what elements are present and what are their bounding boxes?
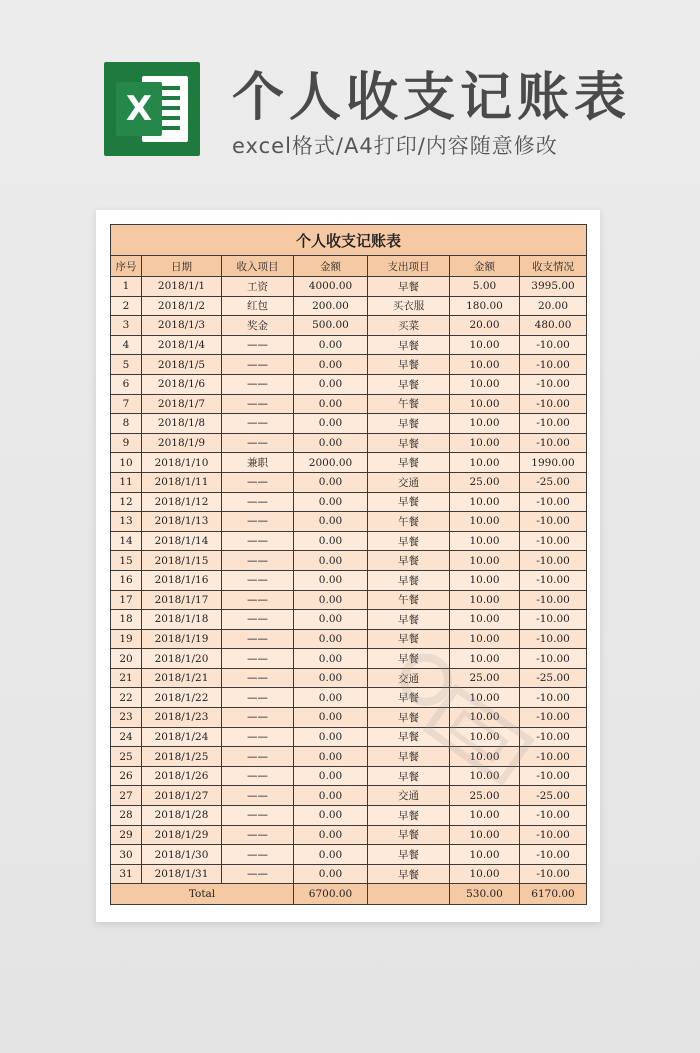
total-income: 6700.00 [294,884,368,905]
expense-item-cell: 早餐 [368,433,450,453]
income-item-cell: 工资 [222,277,294,297]
row-date-cell: 2018/1/4 [142,335,222,355]
expense-amount-cell: 10.00 [450,433,520,453]
row-index-cell: 12 [111,492,142,512]
expense-amount-cell: 25.00 [450,668,520,688]
row-date-cell: 2018/1/31 [142,864,222,884]
table-row [111,394,587,414]
income-item-cell: —— [222,610,294,630]
row-date-cell: 2018/1/9 [142,433,222,453]
expense-item-cell: 午餐 [368,512,450,532]
expense-amount-cell: 10.00 [450,688,520,708]
expense-item-cell: 早餐 [368,355,450,375]
row-index-cell: 8 [111,414,142,434]
income-amount-cell: 0.00 [294,766,368,786]
income-amount-cell: 0.00 [294,649,368,669]
expense-amount-cell: 10.00 [450,531,520,551]
spreadsheet-preview [96,210,600,922]
row-date-cell: 2018/1/30 [142,845,222,865]
expense-item-cell: 早餐 [368,727,450,747]
row-index-cell: 5 [111,355,142,375]
balance-amount-cell: -10.00 [520,708,587,728]
table-row [111,551,587,571]
income-item-cell: —— [222,414,294,434]
expense-item-cell: 早餐 [368,551,450,571]
balance-amount-cell: -10.00 [520,649,587,669]
income-amount-cell: 0.00 [294,570,368,590]
expense-item-cell: 早餐 [368,708,450,728]
row-index-cell: 1 [111,277,142,297]
table-row [111,688,587,708]
balance-amount-cell: -10.00 [520,531,587,551]
row-date-cell: 2018/1/2 [142,296,222,316]
row-index-cell: 21 [111,668,142,688]
row-date-cell: 2018/1/15 [142,551,222,571]
balance-amount-cell: -10.00 [520,864,587,884]
income-item-cell: —— [222,727,294,747]
income-item-cell: 红包 [222,296,294,316]
expense-amount-cell: 10.00 [450,825,520,845]
income-item-cell: 兼职 [222,453,294,473]
row-date-cell: 2018/1/1 [142,277,222,297]
row-date-cell: 2018/1/26 [142,766,222,786]
row-index-cell: 29 [111,825,142,845]
table-row [111,864,587,884]
table-row [111,786,587,806]
income-item-cell: —— [222,512,294,532]
row-index-cell: 4 [111,335,142,355]
table-row [111,806,587,826]
expense-item-cell: 早餐 [368,335,450,355]
expense-amount-cell: 25.00 [450,786,520,806]
row-index-cell: 31 [111,864,142,884]
table-row [111,825,587,845]
income-amount-cell: 0.00 [294,355,368,375]
income-item-cell: —— [222,355,294,375]
column-header: 金额 [450,256,520,277]
balance-amount-cell: -10.00 [520,374,587,394]
row-date-cell: 2018/1/22 [142,688,222,708]
row-date-cell: 2018/1/14 [142,531,222,551]
table-row [111,316,587,336]
income-item-cell: —— [222,335,294,355]
income-item-cell: —— [222,786,294,806]
total-row [111,884,587,905]
row-date-cell: 2018/1/21 [142,668,222,688]
table-row [111,414,587,434]
page-subtitle: excel格式/A4打印/内容随意修改 [232,134,558,158]
income-amount-cell: 0.00 [294,433,368,453]
income-item-cell: —— [222,394,294,414]
row-date-cell: 2018/1/25 [142,747,222,767]
income-amount-cell: 500.00 [294,316,368,336]
total-balance: 6170.00 [520,884,587,905]
expense-amount-cell: 10.00 [450,766,520,786]
balance-amount-cell: -10.00 [520,355,587,375]
expense-item-cell: 早餐 [368,688,450,708]
row-index-cell: 20 [111,649,142,669]
income-item-cell: —— [222,806,294,826]
balance-amount-cell: -10.00 [520,335,587,355]
expense-amount-cell: 10.00 [450,374,520,394]
column-header: 收入项目 [222,256,294,277]
income-item-cell: —— [222,649,294,669]
expense-amount-cell: 10.00 [450,806,520,826]
expense-amount-cell: 10.00 [450,492,520,512]
income-amount-cell: 0.00 [294,786,368,806]
balance-amount-cell: 20.00 [520,296,587,316]
balance-amount-cell: -10.00 [520,610,587,630]
row-date-cell: 2018/1/24 [142,727,222,747]
balance-amount-cell: -10.00 [520,394,587,414]
income-amount-cell: 0.00 [294,335,368,355]
logo-x-letter: X [116,82,162,136]
table-row [111,590,587,610]
expense-item-cell: 早餐 [368,414,450,434]
expense-amount-cell: 10.00 [450,335,520,355]
row-index-cell: 28 [111,806,142,826]
expense-item-cell: 交通 [368,786,450,806]
row-index-cell: 18 [111,610,142,630]
table-row [111,727,587,747]
ledger-title: 个人收支记账表 [111,225,587,256]
expense-amount-cell: 180.00 [450,296,520,316]
row-index-cell: 11 [111,472,142,492]
table-row [111,472,587,492]
balance-amount-cell: -10.00 [520,747,587,767]
income-item-cell: —— [222,688,294,708]
income-item-cell: —— [222,531,294,551]
expense-amount-cell: 10.00 [450,512,520,532]
column-header: 支出项目 [368,256,450,277]
expense-item-cell: 早餐 [368,806,450,826]
income-amount-cell: 0.00 [294,747,368,767]
column-header: 序号 [111,256,142,277]
expense-amount-cell: 10.00 [450,394,520,414]
row-index-cell: 13 [111,512,142,532]
income-item-cell: —— [222,708,294,728]
expense-item-cell: 午餐 [368,394,450,414]
income-amount-cell: 0.00 [294,531,368,551]
balance-amount-cell: -10.00 [520,845,587,865]
income-amount-cell: 4000.00 [294,277,368,297]
income-amount-cell: 0.00 [294,845,368,865]
income-amount-cell: 0.00 [294,727,368,747]
income-item-cell: —— [222,551,294,571]
expense-item-cell: 早餐 [368,766,450,786]
income-amount-cell: 0.00 [294,414,368,434]
balance-amount-cell: -10.00 [520,727,587,747]
row-date-cell: 2018/1/5 [142,355,222,375]
row-date-cell: 2018/1/11 [142,472,222,492]
row-date-cell: 2018/1/3 [142,316,222,336]
income-amount-cell: 0.00 [294,629,368,649]
income-amount-cell: 0.00 [294,590,368,610]
balance-amount-cell: -10.00 [520,825,587,845]
total-empty-cell [368,884,450,905]
expense-amount-cell: 10.00 [450,747,520,767]
income-item-cell: —— [222,590,294,610]
row-index-cell: 26 [111,766,142,786]
row-date-cell: 2018/1/8 [142,414,222,434]
income-amount-cell: 200.00 [294,296,368,316]
row-date-cell: 2018/1/13 [142,512,222,532]
expense-amount-cell: 25.00 [450,472,520,492]
expense-item-cell: 早餐 [368,277,450,297]
balance-amount-cell: -10.00 [520,551,587,571]
row-index-cell: 7 [111,394,142,414]
table-row [111,766,587,786]
expense-item-cell: 早餐 [368,492,450,512]
expense-item-cell: 早餐 [368,374,450,394]
row-index-cell: 6 [111,374,142,394]
table-row [111,512,587,532]
table-row [111,277,587,297]
table-row [111,649,587,669]
expense-item-cell: 早餐 [368,825,450,845]
balance-amount-cell: -10.00 [520,688,587,708]
expense-item-cell: 早餐 [368,864,450,884]
table-row [111,570,587,590]
balance-amount-cell: 3995.00 [520,277,587,297]
expense-item-cell: 买衣服 [368,296,450,316]
row-index-cell: 14 [111,531,142,551]
ledger-table [110,224,587,905]
income-amount-cell: 0.00 [294,688,368,708]
balance-amount-cell: -25.00 [520,472,587,492]
row-index-cell: 17 [111,590,142,610]
balance-amount-cell: -10.00 [520,512,587,532]
income-item-cell: —— [222,668,294,688]
row-date-cell: 2018/1/27 [142,786,222,806]
expense-amount-cell: 10.00 [450,551,520,571]
row-index-cell: 27 [111,786,142,806]
row-index-cell: 30 [111,845,142,865]
expense-amount-cell: 10.00 [450,355,520,375]
expense-amount-cell: 10.00 [450,453,520,473]
table-row [111,335,587,355]
table-row [111,531,587,551]
expense-item-cell: 早餐 [368,453,450,473]
row-index-cell: 22 [111,688,142,708]
balance-amount-cell: -10.00 [520,570,587,590]
expense-item-cell: 早餐 [368,570,450,590]
expense-item-cell: 午餐 [368,590,450,610]
table-row [111,747,587,767]
expense-amount-cell: 10.00 [450,570,520,590]
expense-amount-cell: 10.00 [450,864,520,884]
row-date-cell: 2018/1/29 [142,825,222,845]
expense-item-cell: 买菜 [368,316,450,336]
table-row [111,374,587,394]
income-amount-cell: 0.00 [294,825,368,845]
income-amount-cell: 0.00 [294,551,368,571]
income-item-cell: —— [222,629,294,649]
total-label: Total [111,884,294,905]
income-amount-cell: 0.00 [294,492,368,512]
income-item-cell: —— [222,570,294,590]
table-row [111,453,587,473]
expense-item-cell: 早餐 [368,610,450,630]
expense-amount-cell: 10.00 [450,414,520,434]
expense-item-cell: 交通 [368,472,450,492]
row-index-cell: 16 [111,570,142,590]
expense-amount-cell: 20.00 [450,316,520,336]
table-row [111,629,587,649]
expense-amount-cell: 10.00 [450,845,520,865]
row-date-cell: 2018/1/28 [142,806,222,826]
expense-item-cell: 早餐 [368,649,450,669]
income-item-cell: 奖金 [222,316,294,336]
row-date-cell: 2018/1/16 [142,570,222,590]
excel-logo-icon [104,62,200,156]
income-amount-cell: 0.00 [294,668,368,688]
income-amount-cell: 0.00 [294,472,368,492]
column-header: 金额 [294,256,368,277]
page-title: 个人收支记账表 [232,68,632,128]
row-date-cell: 2018/1/12 [142,492,222,512]
table-row [111,708,587,728]
balance-amount-cell: 1990.00 [520,453,587,473]
balance-amount-cell: -10.00 [520,414,587,434]
income-amount-cell: 0.00 [294,512,368,532]
balance-amount-cell: -10.00 [520,590,587,610]
expense-item-cell: 早餐 [368,747,450,767]
income-item-cell: —— [222,766,294,786]
row-date-cell: 2018/1/10 [142,453,222,473]
expense-amount-cell: 10.00 [450,727,520,747]
row-date-cell: 2018/1/17 [142,590,222,610]
income-item-cell: —— [222,492,294,512]
income-amount-cell: 0.00 [294,394,368,414]
income-item-cell: —— [222,845,294,865]
table-row [111,492,587,512]
income-amount-cell: 2000.00 [294,453,368,473]
ledger-header-row [111,256,587,277]
table-row [111,296,587,316]
column-header: 日期 [142,256,222,277]
expense-amount-cell: 10.00 [450,708,520,728]
row-date-cell: 2018/1/18 [142,610,222,630]
row-index-cell: 24 [111,727,142,747]
balance-amount-cell: -25.00 [520,668,587,688]
expense-amount-cell: 5.00 [450,277,520,297]
income-amount-cell: 0.00 [294,610,368,630]
table-row [111,610,587,630]
table-row [111,355,587,375]
income-item-cell: —— [222,374,294,394]
income-item-cell: —— [222,433,294,453]
row-index-cell: 19 [111,629,142,649]
balance-amount-cell: 480.00 [520,316,587,336]
expense-amount-cell: 10.00 [450,610,520,630]
income-amount-cell: 0.00 [294,864,368,884]
table-row [111,433,587,453]
row-index-cell: 25 [111,747,142,767]
income-amount-cell: 0.00 [294,806,368,826]
row-date-cell: 2018/1/6 [142,374,222,394]
income-item-cell: —— [222,472,294,492]
row-index-cell: 9 [111,433,142,453]
expense-item-cell: 早餐 [368,531,450,551]
expense-item-cell: 早餐 [368,629,450,649]
row-index-cell: 10 [111,453,142,473]
row-index-cell: 2 [111,296,142,316]
balance-amount-cell: -10.00 [520,629,587,649]
income-amount-cell: 0.00 [294,374,368,394]
expense-item-cell: 交通 [368,668,450,688]
row-index-cell: 3 [111,316,142,336]
column-header: 收支情况 [520,256,587,277]
balance-amount-cell: -10.00 [520,433,587,453]
expense-amount-cell: 10.00 [450,590,520,610]
row-date-cell: 2018/1/23 [142,708,222,728]
balance-amount-cell: -10.00 [520,492,587,512]
expense-item-cell: 早餐 [368,845,450,865]
total-expense: 530.00 [450,884,520,905]
expense-amount-cell: 10.00 [450,649,520,669]
table-row [111,845,587,865]
balance-amount-cell: -10.00 [520,766,587,786]
income-item-cell: —— [222,747,294,767]
row-date-cell: 2018/1/20 [142,649,222,669]
income-amount-cell: 0.00 [294,708,368,728]
row-date-cell: 2018/1/19 [142,629,222,649]
income-item-cell: —— [222,825,294,845]
balance-amount-cell: -10.00 [520,806,587,826]
table-row [111,668,587,688]
income-item-cell: —— [222,864,294,884]
row-index-cell: 15 [111,551,142,571]
row-index-cell: 23 [111,708,142,728]
balance-amount-cell: -25.00 [520,786,587,806]
expense-amount-cell: 10.00 [450,629,520,649]
row-date-cell: 2018/1/7 [142,394,222,414]
